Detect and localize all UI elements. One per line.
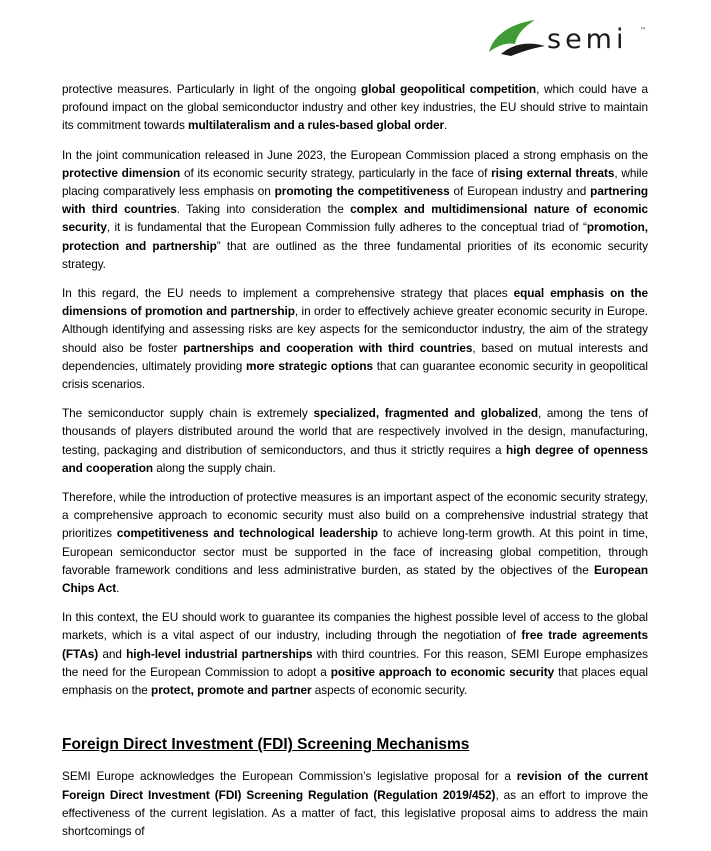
text-run: , it is fundamental that the European Commission fully adheres to the conceptual triad of “	[106, 220, 587, 235]
text-run: . Taking into consideration the	[176, 202, 351, 217]
semi-logo	[487, 14, 649, 56]
text-run: protective measures. Particularly in light of the ongoing	[62, 82, 361, 96]
bold-text: high-level industrial partnerships	[126, 646, 313, 661]
text-run: , while placing comparatively less emphasis on	[62, 165, 649, 199]
section-heading: Foreign Direct Investment (FDI) Screening Mechanisms	[62, 736, 470, 754]
bold-text: complex and multidimensional nature of economic security	[62, 202, 649, 235]
text-run: to achieve long-term growth. At this point in time, European semiconductor sector must be supported in the face of increasing global competition, through favorable framework conditions and less administrative burden, as stated by the objectives of the	[62, 526, 649, 577]
bold-text: protect, promote and partner	[151, 683, 312, 698]
bold-text: free trade agreements (FTAs)	[62, 628, 648, 661]
text-run: that can guarantee economic security in geopolitical crisis scenarios.	[62, 358, 648, 392]
paragraph	[62, 488, 648, 597]
text-run: Therefore, while the introduction of protective measures is an important aspect of the economic security strategy, a comprehensive approach to economic security must also build on a comprehensive industrial strategy that prioritizes	[62, 490, 648, 541]
paragraphs-top	[62, 80, 648, 699]
paragraph	[62, 767, 648, 840]
bold-text: high degree of openness and cooperation	[62, 442, 648, 475]
bold-text: revision of the current Foreign Direct Investment (FDI) Screening Regulation (Regulation 2019/452)	[62, 769, 648, 802]
bold-text: promotion, protection and partnership	[62, 220, 648, 253]
bold-text: positive approach to economic security	[330, 664, 555, 679]
paragraph	[62, 608, 648, 699]
text-run: In this regard, the EU needs to implement a comprehensive strategy that places	[62, 286, 514, 301]
text-run: of its economic security strategy, particularly in the face of	[180, 165, 492, 180]
bold-text: more strategic options	[246, 358, 374, 373]
bold-text: specialized, fragmented and globalized	[313, 406, 538, 421]
bold-text: partnering with third countries	[62, 184, 649, 217]
paragraph	[62, 284, 648, 393]
bold-text: promoting the competitiveness	[274, 184, 450, 199]
paragraph	[62, 146, 648, 273]
text-run: In the joint communication released in June 2023, the European Commission placed a strong emphasis on the	[62, 147, 648, 162]
text-run: , in order to effectively achieve greater economic security in Europe. Although identifying and assessing risks are key aspects for the semiconductor industry, the aim of the strategy should also be foster	[62, 304, 648, 355]
bold-text: equal emphasis on the dimensions of promotion and partnership	[62, 286, 648, 319]
text-run: .	[116, 581, 120, 596]
bold-text: protective dimension	[62, 165, 181, 180]
text-run: and	[98, 646, 127, 661]
bold-text: multilateralism and a rules-based global order	[188, 118, 445, 133]
paragraphs-section	[62, 767, 648, 840]
text-run: of European industry and	[449, 184, 591, 199]
text-run: aspects of economic security.	[311, 683, 468, 698]
text-run: with third countries. For this reason, SEMI Europe emphasizes the need for the European Commission to adopt a	[62, 646, 648, 679]
text-run: , as an effort to improve the effectiveness of the current legislation. As a matter of fact, this legislative proposal aims to address the main shortcomings of	[62, 787, 648, 838]
text-run: SEMI Europe acknowledges the European Commission’s legislative proposal for a	[62, 769, 517, 784]
bold-text: competitiveness and technological leadership	[116, 526, 378, 541]
text-run: , based on mutual interests and dependencies, ultimately providing	[62, 340, 648, 373]
text-run: that places equal emphasis on the	[62, 664, 649, 698]
text-run: The semiconductor supply chain is extremely	[62, 406, 314, 421]
bold-text: partnerships and cooperation with third countries	[183, 340, 473, 355]
text-run: along the supply chain.	[153, 460, 276, 475]
text-run: , among the tens of thousands of players distributed around the world that are respectively involved in the design, manufacturing, testing, packaging and distribution of semiconductors, and thus it strictly requires a	[62, 406, 648, 457]
bold-text: global geopolitical competition	[360, 82, 537, 96]
text-run: , which could have a profound impact on the global semiconductor industry and other key industries, the EU should strive to maintain its commitment towards	[62, 82, 648, 133]
text-run: ” that are outlined as the three fundamental priorities of its economic security strategy.	[62, 238, 648, 271]
bold-text: European Chips Act	[62, 562, 648, 596]
logo-trademark: ™	[640, 27, 646, 34]
paragraph	[62, 80, 648, 135]
document-body	[62, 80, 648, 851]
text-run: In this context, the EU should work to guarantee its companies the highest possible level of access to the global markets, which is a vital aspect of our industry, including through the negotiation of	[62, 610, 648, 643]
logo-wordmark: semi	[547, 24, 628, 55]
paragraph	[62, 404, 648, 477]
bold-text: rising external threats	[491, 165, 615, 180]
text-run: .	[444, 118, 448, 133]
